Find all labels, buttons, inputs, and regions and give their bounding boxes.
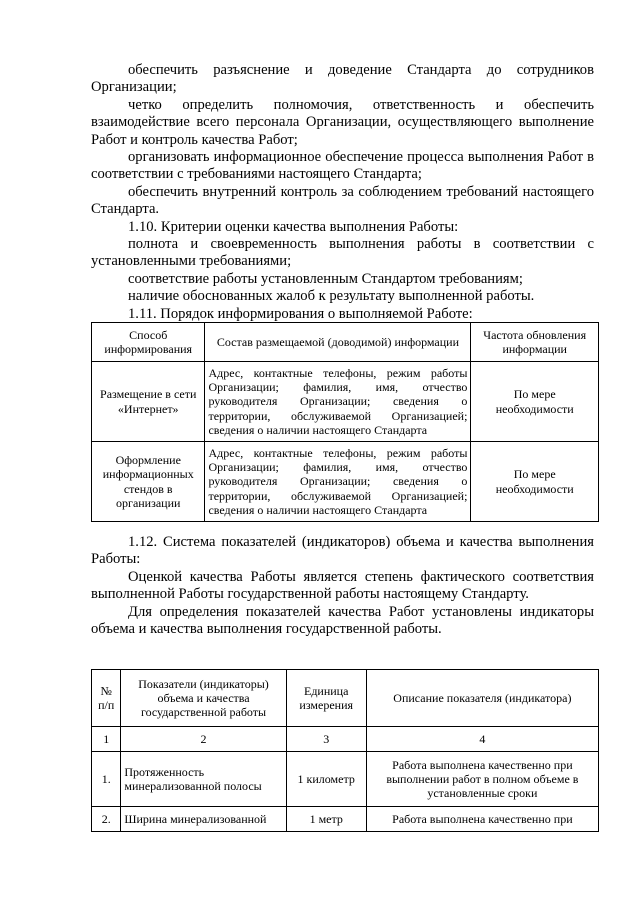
table-cell: 2 bbox=[121, 727, 286, 752]
paragraph: обеспечить разъяснение и доведение Стандарта до сотрудников Организации; bbox=[91, 62, 594, 96]
table-cell: Оформление информационных стендов в организации bbox=[92, 442, 205, 522]
table-cell: Размещение в сети «Интернет» bbox=[92, 362, 205, 442]
body-text-top bbox=[91, 62, 594, 323]
paragraph: соответствие работы установленным Стандартом требованиям; bbox=[128, 270, 523, 287]
table-row bbox=[92, 442, 599, 522]
table-header-cell: Единица измерения bbox=[286, 670, 366, 727]
table-cell: Протяженность минерализованной полосы bbox=[121, 752, 286, 807]
table-cell: 1 bbox=[92, 727, 121, 752]
table-cell: Адрес, контактные телефоны, режим работы Организации; фамилия, имя, отчество руководителя Организации; сведения о территории, обслуживаемой Организацией; сведения о наличии настоящего Стандарта bbox=[205, 442, 471, 522]
paragraph: Для определения показателей качества Работ установлены индикаторы объема и качества выполнения государственной работы. bbox=[91, 603, 594, 638]
table-row bbox=[92, 807, 599, 832]
body-text-bottom bbox=[91, 534, 594, 638]
table-header-cell: Состав размещаемой (доводимой) информации bbox=[205, 323, 471, 362]
table-cell: Работа выполнена качественно при bbox=[366, 807, 598, 832]
table-row bbox=[92, 752, 599, 807]
table-cell: 4 bbox=[366, 727, 598, 752]
table-cell: 1. bbox=[92, 752, 121, 807]
paragraph: Оценкой качества Работы является степень фактического соответствия выполненной Работы государственной работы настоящему Стандарту. bbox=[91, 568, 594, 603]
table-header-cell: Показатели (индикаторы) объема и качества государственной работы bbox=[121, 670, 286, 727]
table-cell: Работа выполнена качественно при выполнении работ в полном объеме в установленные сроки bbox=[366, 752, 598, 807]
section-heading-1-12: 1.12. Система показателей (индикаторов) объема и качества выполнения Работы: bbox=[91, 534, 594, 568]
paragraph: обеспечить внутренний контроль за соблюдением требований настоящего Стандарта. bbox=[91, 183, 594, 218]
table-header-row bbox=[92, 323, 599, 362]
table-cell: По мере необходимости bbox=[471, 362, 599, 442]
table-cell: По мере необходимости bbox=[471, 442, 599, 522]
paragraph: четко определить полномочия, ответственность и обеспечить взаимодействие всего персонала Организации, осуществляющего выполнение Работ и контроль качества Работ; bbox=[91, 96, 594, 148]
table-header-cell: Описание показателя (индикатора) bbox=[366, 670, 598, 727]
table-header-cell: Частота обновления информации bbox=[471, 323, 599, 362]
section-heading-1-11: 1.11. Порядок информирования о выполняемой Работе: bbox=[128, 305, 473, 322]
information-table bbox=[91, 322, 599, 522]
table-cell: 1 километр bbox=[286, 752, 366, 807]
paragraph: полнота и своевременность выполнения работы в соответствии с установленными требованиями; bbox=[91, 236, 594, 270]
indicators-table bbox=[91, 669, 599, 832]
table-cell: Адрес, контактные телефоны, режим работы Организации; фамилия, имя, отчество руководителя Организации; сведения о территории, обслуживаемой Организацией; сведения о наличии настоящего Стандарта bbox=[205, 362, 471, 442]
table-header-row bbox=[92, 670, 599, 727]
table-row bbox=[92, 362, 599, 442]
paragraph: организовать информационное обеспечение процесса выполнения Работ в соответствии с требованиями настоящего Стандарта; bbox=[91, 149, 594, 183]
table-cell: 2. bbox=[92, 807, 121, 832]
table-cell: Ширина минерализованной bbox=[121, 807, 286, 832]
paragraph: наличие обоснованных жалоб к результату выполненной работы. bbox=[128, 288, 535, 305]
table-cell: 1 метр bbox=[286, 807, 366, 832]
section-heading-1-10: 1.10. Критерии оценки качества выполнения Работы: bbox=[128, 218, 459, 235]
table-header-cell: № п/п bbox=[92, 670, 121, 727]
table-number-row bbox=[92, 727, 599, 752]
table-header-cell: Способ информирования bbox=[92, 323, 205, 362]
table-cell: 3 bbox=[286, 727, 366, 752]
